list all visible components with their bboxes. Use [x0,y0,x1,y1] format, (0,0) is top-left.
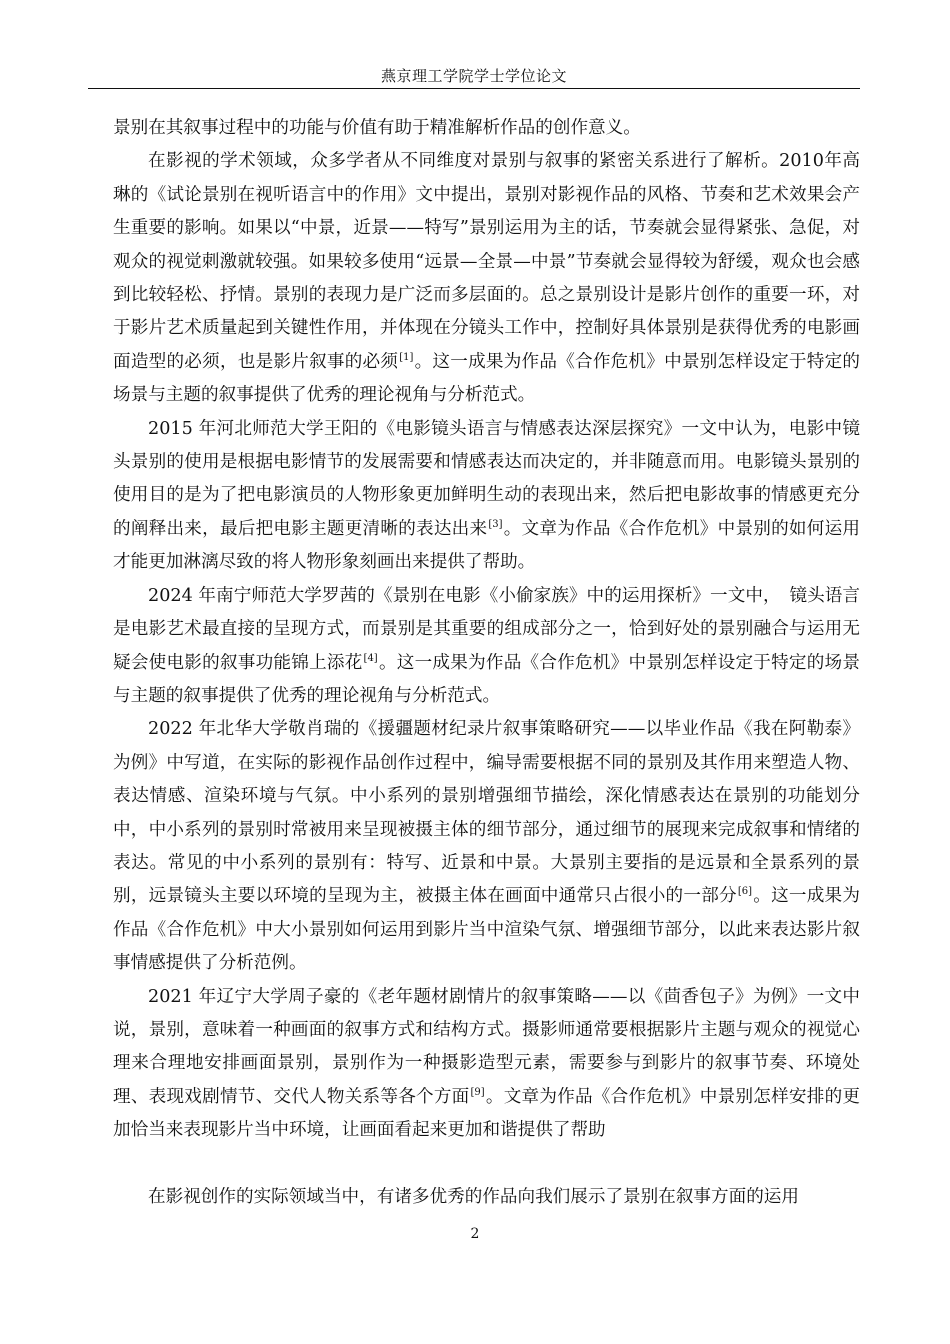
paragraph-luoqian [113,580,860,714]
paragraph-text: 2021 年辽宁大学周子豪的《老年题材剧情片的叙事策略——以《茴香包子》为例》一文中说，景别，意味着一种画面的叙事方式和结构方式。摄影师通常要根据影片主题与观众的视觉心理来合理地安排画面景别，景别作为一种摄影造型元素，需要参与到影片的叙事节奏、环境处理、表现戏剧情节、交代人物关系等各个方面 [113,986,860,1107]
citation-marker: [6] [737,886,753,898]
header-rule [88,88,860,89]
paragraph-wangyang [113,413,860,580]
paragraph-zhouzihao [113,981,860,1148]
citation-marker: [3] [488,519,503,531]
paragraph-text: 在影视创作的实际领域当中，有诸多优秀的作品向我们展示了景别在叙事方面的运用 [148,1186,799,1207]
running-header: 燕京理工学院学士学位论文 [380,67,567,85]
paragraph-text-after: 。这一成果为作品《合作危机》中景别怎样设定于特定的场景与主题的叙事提供了优秀的理论视角与分析范式。 [113,351,860,406]
paragraph-text: 2024 年南宁师范大学罗茜的《景别在电影《小偷家族》中的运用探析》一文中， 镜头语言是电影艺术最直接的呈现方式，而景别是其重要的组成部分之一，恰到好处的景别融合与运用无疑会使电影的叙事功能锦上添花 [113,585,860,673]
paragraph-gaolin [113,145,860,412]
paragraph-final [113,1181,860,1214]
paragraph-text: 2022 年北华大学敬肖瑞的《援疆题材纪录片叙事策略研究——以毕业作品《我在阿勒泰》为例》中写道，在实际的影视作品创作过程中，编导需要根据不同的景别及其作用来塑造人物、表达情感、渲染环境与气氛。中小系列的景别增强细节描绘，深化情感表达在景别的功能划分中，中小系列的景别时常被用来呈现被摄主体的细节部分，通过细节的展现来完成叙事和情绪的表达。常见的中小系列的景别有：特写、近景和中景。大景别主要指的是远景和全景系列的景别，远景镜头主要以环境的呈现为主，被摄主体在画面中通常只占很小的一部分 [113,719,860,907]
paragraph-text-after: 。文章为作品《合作危机》中景别怎样安排的更加恰当来表现影片当中环境，让画面看起来更加和谐提供了帮助 [113,1086,860,1141]
paragraph-text: 景别在其叙事过程中的功能与价值有助于精准解析作品的创作意义。 [113,118,641,138]
paragraph-text: 在影视的学术领域，众多学者从不同维度对景别与叙事的紧密关系进行了解析。2010年高琳的《试论景别在视听语言中的作用》文中提出，景别对影视作品的风格、节奏和艺术效果会产生重要的影响。如果以“中景，近景——特写”景别运用为主的话，节奏就会显得紧张、急促，对观众的视觉刺激就较强。如果较多使用“远景—全景—中景”节奏就会显得较为舒缓，观众也会感到比较轻松、抒情。景别的表现力是广泛而多层面的。总之景别设计是影片创作的重要一环，对于影片艺术质量起到关键性作用，并体现在分镜头工作中，控制好具体景别是获得优秀的电影画面造型的必须，也是影片叙事的必须 [113,151,860,372]
paragraph-continuation [113,112,860,145]
paragraph-text: 2015 年河北师范大学王阳的《电影镜头语言与情感表达深层探究》一文中认为，电影中镜头景别的使用是根据电影情节的发展需要和情感表达而决定的，并非随意而用。电影镜头景别的使用目的是为了把电影演员的人物形象更加鲜明生动的表现出来，然后把电影故事的情感更充分的阐释出来，最后把电影主题更清晰的表达出来 [113,418,860,539]
paragraph-text-after: 。文章为作品《合作危机》中景别的如何运用才能更加淋漓尽致的将人物形象刻画出来提供了帮助。 [113,518,860,573]
paragraph-text-after: 。这一成果为作品《合作危机》中景别怎样设定于特定的场景与主题的叙事提供了优秀的理论视角与分析范式。 [113,652,860,706]
paragraph-jingxiaorui [113,713,860,980]
citation-marker: [1] [399,351,414,363]
body-text [113,112,860,1214]
citation-marker: [9] [470,1086,485,1098]
citation-marker: [4] [363,652,378,664]
page-number: 2 [470,1226,480,1242]
paragraph-text-after: 。这一成果为作品《合作危机》中大小景别如何运用到影片当中渲染气氛、增强细节部分，以此来表达影片叙事情感提供了分析范例。 [113,886,860,974]
